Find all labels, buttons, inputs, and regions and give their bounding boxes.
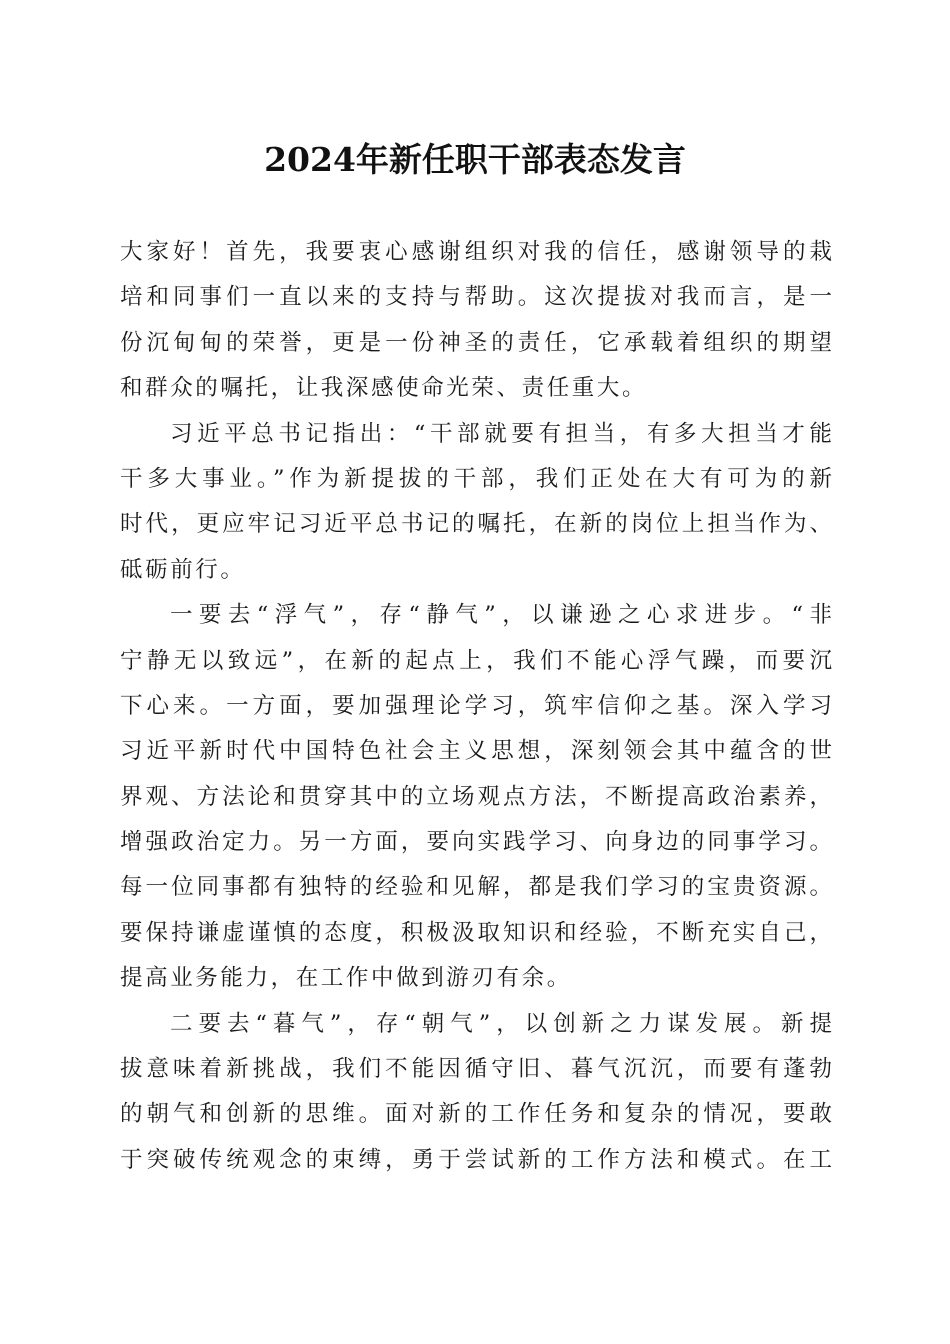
text-line: 和群众的嘱托，让我深感使命光荣、责任重大。 xyxy=(120,375,648,402)
text-line: 二要去“暮气”，存“朝气”，以创新之力谋发展。新提 xyxy=(170,1010,832,1037)
text-line: 干多大事业。”作为新提拔的干部，我们正处在大有可为的新 xyxy=(120,465,832,492)
text-line: 砥砺前行。 xyxy=(120,556,246,583)
text-line: 增强政治定力。另一方面，要向实践学习、向身边的同事学习。 xyxy=(120,829,832,856)
text-line: 的朝气和创新的思维。面对新的工作任务和复杂的情况，要敢 xyxy=(120,1101,832,1128)
paragraph-2 xyxy=(120,412,832,594)
paragraph-4 xyxy=(120,1002,832,1184)
paragraph-3 xyxy=(120,593,832,1002)
text-line: 大家好！首先，我要衷心感谢组织对我的信任，感谢领导的栽 xyxy=(120,239,832,265)
paragraph-1 xyxy=(120,230,832,412)
document-body xyxy=(120,230,832,1183)
text-line: 份沉甸甸的荣誉，更是一份神圣的责任，它承载着组织的期望 xyxy=(120,329,832,356)
text-line: 一要去“浮气”，存“静气”，以谦逊之心求进步。“非 xyxy=(170,602,832,629)
text-line: 培和同事们一直以来的支持与帮助。这次提拔对我而言，是一 xyxy=(120,284,832,311)
text-line: 提高业务能力，在工作中做到游刃有余。 xyxy=(120,965,572,992)
text-line: 时代，更应牢记习近平总书记的嘱托，在新的岗位上担当作为、 xyxy=(120,511,832,538)
text-line: 习近平新时代中国特色社会主义思想，深刻领会其中蕴含的世 xyxy=(120,738,832,765)
text-line: 要保持谦虚谨慎的态度，积极汲取知识和经验，不断充实自己， xyxy=(120,919,832,946)
document-title: 2024年新任职干部表态发言 xyxy=(264,140,686,179)
text-line: 每一位同事都有独特的经验和见解，都是我们学习的宝贵资源。 xyxy=(120,874,832,901)
text-line: 于突破传统观念的束缚，勇于尝试新的工作方法和模式。在工 xyxy=(120,1146,832,1173)
text-line: 宁静无以致远”，在新的起点上，我们不能心浮气躁，而要沉 xyxy=(120,647,832,674)
text-line: 下心来。一方面，要加强理论学习，筑牢信仰之基。深入学习 xyxy=(120,692,832,719)
text-line: 习近平总书记指出：“干部就要有担当，有多大担当才能 xyxy=(170,420,832,447)
text-line: 拔意味着新挑战，我们不能因循守旧、暮气沉沉，而要有蓬勃 xyxy=(120,1056,832,1083)
text-line: 界观、方法论和贯穿其中的立场观点方法，不断提高政治素养， xyxy=(120,783,832,810)
